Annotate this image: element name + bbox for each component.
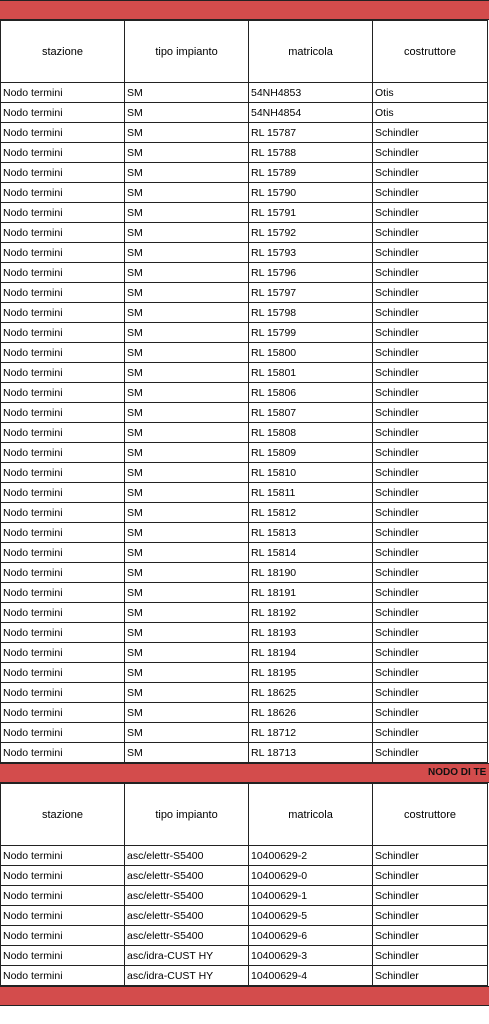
matricola-cell: RL 15814	[249, 543, 373, 563]
costruttore-cell: Schindler	[373, 906, 488, 926]
stazione-cell: Nodo termini	[1, 926, 125, 946]
stazione-cell: Nodo termini	[1, 423, 125, 443]
costruttore-cell: Schindler	[373, 846, 488, 866]
header-matricola: matricola	[249, 21, 373, 83]
tipo-impianto-cell: SM	[125, 463, 249, 483]
matricola-cell: RL 15808	[249, 423, 373, 443]
costruttore-cell: Otis	[373, 103, 488, 123]
matricola-cell: 10400629-3	[249, 946, 373, 966]
stazione-cell: Nodo termini	[1, 203, 125, 223]
stazione-cell: Nodo termini	[1, 143, 125, 163]
stazione-cell: Nodo termini	[1, 163, 125, 183]
tipo-impianto-cell: SM	[125, 563, 249, 583]
matricola-cell: RL 18626	[249, 703, 373, 723]
costruttore-cell: Schindler	[373, 323, 488, 343]
matricola-cell: RL 18192	[249, 603, 373, 623]
header-tipo-impianto: tipo impianto	[125, 784, 249, 846]
matricola-cell: 10400629-6	[249, 926, 373, 946]
costruttore-cell: Schindler	[373, 263, 488, 283]
costruttore-cell: Schindler	[373, 703, 488, 723]
tipo-impianto-cell: SM	[125, 723, 249, 743]
matricola-cell: RL 18625	[249, 683, 373, 703]
table-row	[1, 743, 488, 763]
matricola-cell: RL 15798	[249, 303, 373, 323]
matricola-cell: RL 18190	[249, 563, 373, 583]
tipo-impianto-cell: SM	[125, 243, 249, 263]
costruttore-cell: Schindler	[373, 866, 488, 886]
costruttore-cell: Schindler	[373, 443, 488, 463]
tipo-impianto-cell: SM	[125, 283, 249, 303]
matricola-cell: RL 15801	[249, 363, 373, 383]
matricola-cell: RL 15810	[249, 463, 373, 483]
matricola-cell: 10400629-0	[249, 866, 373, 886]
table-row	[1, 926, 488, 946]
table-row	[1, 966, 488, 986]
costruttore-cell: Schindler	[373, 203, 488, 223]
tipo-impianto-cell: SM	[125, 623, 249, 643]
table-row	[1, 523, 488, 543]
costruttore-cell: Schindler	[373, 343, 488, 363]
costruttore-cell: Schindler	[373, 283, 488, 303]
tipo-impianto-cell: asc/idra-CUST HY	[125, 946, 249, 966]
costruttore-cell: Schindler	[373, 163, 488, 183]
stazione-cell: Nodo termini	[1, 866, 125, 886]
matricola-cell: RL 15799	[249, 323, 373, 343]
matricola-cell: RL 18713	[249, 743, 373, 763]
tipo-impianto-cell: SM	[125, 323, 249, 343]
stazione-cell: Nodo termini	[1, 946, 125, 966]
stazione-cell: Nodo termini	[1, 563, 125, 583]
stazione-cell: Nodo termini	[1, 403, 125, 423]
matricola-cell: RL 15796	[249, 263, 373, 283]
table-row	[1, 203, 488, 223]
table-row	[1, 303, 488, 323]
matricola-cell: RL 18712	[249, 723, 373, 743]
matricola-cell: RL 15791	[249, 203, 373, 223]
table-row	[1, 363, 488, 383]
stazione-cell: Nodo termini	[1, 846, 125, 866]
stazione-cell: Nodo termini	[1, 323, 125, 343]
costruttore-cell: Schindler	[373, 926, 488, 946]
stazione-cell: Nodo termini	[1, 683, 125, 703]
costruttore-cell: Schindler	[373, 523, 488, 543]
section-header-band	[0, 986, 489, 1006]
stazione-cell: Nodo termini	[1, 723, 125, 743]
matricola-cell: 10400629-4	[249, 966, 373, 986]
costruttore-cell: Schindler	[373, 503, 488, 523]
table-row	[1, 223, 488, 243]
matricola-cell: RL 15806	[249, 383, 373, 403]
table-row	[1, 906, 488, 926]
tipo-impianto-cell: asc/idra-CUST HY	[125, 966, 249, 986]
table-row	[1, 143, 488, 163]
matricola-cell: 54NH4853	[249, 83, 373, 103]
matricola-cell: RL 15800	[249, 343, 373, 363]
tipo-impianto-cell: SM	[125, 543, 249, 563]
stazione-cell: Nodo termini	[1, 583, 125, 603]
table-row	[1, 323, 488, 343]
stazione-cell: Nodo termini	[1, 643, 125, 663]
costruttore-cell: Schindler	[373, 123, 488, 143]
tipo-impianto-cell: SM	[125, 483, 249, 503]
tipo-impianto-cell: SM	[125, 183, 249, 203]
table-row	[1, 443, 488, 463]
elevator-table-2	[0, 783, 488, 986]
table-row	[1, 123, 488, 143]
table-row	[1, 163, 488, 183]
table-row	[1, 283, 488, 303]
header-row	[1, 21, 488, 83]
matricola-cell: RL 15812	[249, 503, 373, 523]
stazione-cell: Nodo termini	[1, 703, 125, 723]
stazione-cell: Nodo termini	[1, 243, 125, 263]
matricola-cell: RL 15787	[249, 123, 373, 143]
elevator-table-1	[0, 20, 488, 763]
tipo-impianto-cell: SM	[125, 423, 249, 443]
table-row	[1, 503, 488, 523]
matricola-cell: 10400629-5	[249, 906, 373, 926]
costruttore-cell: Schindler	[373, 543, 488, 563]
matricola-cell: 10400629-2	[249, 846, 373, 866]
costruttore-cell: Schindler	[373, 946, 488, 966]
table-row	[1, 886, 488, 906]
stazione-cell: Nodo termini	[1, 103, 125, 123]
section-header-band	[0, 763, 489, 783]
costruttore-cell: Schindler	[373, 723, 488, 743]
stazione-cell: Nodo termini	[1, 383, 125, 403]
costruttore-cell: Schindler	[373, 463, 488, 483]
tipo-impianto-cell: SM	[125, 663, 249, 683]
table-row	[1, 263, 488, 283]
table-row	[1, 583, 488, 603]
matricola-cell: RL 15793	[249, 243, 373, 263]
costruttore-cell: Schindler	[373, 483, 488, 503]
costruttore-cell: Schindler	[373, 303, 488, 323]
matricola-cell: RL 15788	[249, 143, 373, 163]
costruttore-cell: Schindler	[373, 623, 488, 643]
tipo-impianto-cell: SM	[125, 263, 249, 283]
tipo-impianto-cell: asc/elettr-S5400	[125, 866, 249, 886]
tipo-impianto-cell: SM	[125, 443, 249, 463]
costruttore-cell: Otis	[373, 83, 488, 103]
stazione-cell: Nodo termini	[1, 483, 125, 503]
tipo-impianto-cell: asc/elettr-S5400	[125, 906, 249, 926]
tipo-impianto-cell: SM	[125, 303, 249, 323]
costruttore-cell: Schindler	[373, 683, 488, 703]
matricola-cell: RL 18194	[249, 643, 373, 663]
table-row	[1, 103, 488, 123]
table-row	[1, 183, 488, 203]
table-row	[1, 683, 488, 703]
stazione-cell: Nodo termini	[1, 83, 125, 103]
table-row	[1, 543, 488, 563]
tipo-impianto-cell: SM	[125, 343, 249, 363]
matricola-cell: RL 15809	[249, 443, 373, 463]
tipo-impianto-cell: SM	[125, 363, 249, 383]
tipo-impianto-cell: SM	[125, 383, 249, 403]
costruttore-cell: Schindler	[373, 383, 488, 403]
matricola-cell: RL 18195	[249, 663, 373, 683]
header-tipo-impianto: tipo impianto	[125, 21, 249, 83]
matricola-cell: RL 15792	[249, 223, 373, 243]
matricola-cell: RL 15789	[249, 163, 373, 183]
matricola-cell: 10400629-1	[249, 886, 373, 906]
costruttore-cell: Schindler	[373, 583, 488, 603]
matricola-cell: RL 18193	[249, 623, 373, 643]
costruttore-cell: Schindler	[373, 243, 488, 263]
tipo-impianto-cell: SM	[125, 223, 249, 243]
table-row	[1, 703, 488, 723]
stazione-cell: Nodo termini	[1, 443, 125, 463]
stazione-cell: Nodo termini	[1, 603, 125, 623]
table-row	[1, 83, 488, 103]
tipo-impianto-cell: asc/elettr-S5400	[125, 926, 249, 946]
stazione-cell: Nodo termini	[1, 743, 125, 763]
header-costruttore: costruttore	[373, 21, 488, 83]
costruttore-cell: Schindler	[373, 423, 488, 443]
costruttore-cell: Schindler	[373, 403, 488, 423]
costruttore-cell: Schindler	[373, 603, 488, 623]
matricola-cell: 54NH4854	[249, 103, 373, 123]
header-costruttore: costruttore	[373, 784, 488, 846]
header-row	[1, 784, 488, 846]
table-row	[1, 623, 488, 643]
stazione-cell: Nodo termini	[1, 623, 125, 643]
matricola-cell: RL 15807	[249, 403, 373, 423]
tipo-impianto-cell: SM	[125, 703, 249, 723]
tipo-impianto-cell: SM	[125, 683, 249, 703]
table-row	[1, 383, 488, 403]
matricola-cell: RL 18191	[249, 583, 373, 603]
header-matricola: matricola	[249, 784, 373, 846]
tipo-impianto-cell: SM	[125, 123, 249, 143]
costruttore-cell: Schindler	[373, 643, 488, 663]
stazione-cell: Nodo termini	[1, 363, 125, 383]
tipo-impianto-cell: SM	[125, 583, 249, 603]
table-row	[1, 946, 488, 966]
table-row	[1, 563, 488, 583]
costruttore-cell: Schindler	[373, 886, 488, 906]
header-stazione: stazione	[1, 784, 125, 846]
stazione-cell: Nodo termini	[1, 263, 125, 283]
tipo-impianto-cell: asc/elettr-S5400	[125, 886, 249, 906]
table-row	[1, 423, 488, 443]
tipo-impianto-cell: SM	[125, 83, 249, 103]
stazione-cell: Nodo termini	[1, 183, 125, 203]
stazione-cell: Nodo termini	[1, 543, 125, 563]
costruttore-cell: Schindler	[373, 966, 488, 986]
stazione-cell: Nodo termini	[1, 886, 125, 906]
section-title: NODO DI TE	[428, 767, 487, 778]
matricola-cell: RL 15813	[249, 523, 373, 543]
tipo-impianto-cell: SM	[125, 503, 249, 523]
stazione-cell: Nodo termini	[1, 966, 125, 986]
matricola-cell: RL 15797	[249, 283, 373, 303]
table-row	[1, 483, 488, 503]
stazione-cell: Nodo termini	[1, 283, 125, 303]
costruttore-cell: Schindler	[373, 143, 488, 163]
table-row	[1, 866, 488, 886]
section-header-band	[0, 0, 489, 20]
tipo-impianto-cell: SM	[125, 403, 249, 423]
table-row	[1, 243, 488, 263]
stazione-cell: Nodo termini	[1, 663, 125, 683]
costruttore-cell: Schindler	[373, 563, 488, 583]
stazione-cell: Nodo termini	[1, 523, 125, 543]
matricola-cell: RL 15811	[249, 483, 373, 503]
costruttore-cell: Schindler	[373, 183, 488, 203]
tipo-impianto-cell: SM	[125, 163, 249, 183]
table-row	[1, 343, 488, 363]
tipo-impianto-cell: SM	[125, 743, 249, 763]
table-row	[1, 663, 488, 683]
costruttore-cell: Schindler	[373, 363, 488, 383]
tipo-impianto-cell: SM	[125, 143, 249, 163]
tipo-impianto-cell: SM	[125, 603, 249, 623]
costruttore-cell: Schindler	[373, 743, 488, 763]
tipo-impianto-cell: SM	[125, 643, 249, 663]
tipo-impianto-cell: SM	[125, 103, 249, 123]
stazione-cell: Nodo termini	[1, 223, 125, 243]
matricola-cell: RL 15790	[249, 183, 373, 203]
table-row	[1, 463, 488, 483]
tipo-impianto-cell: asc/elettr-S5400	[125, 846, 249, 866]
tipo-impianto-cell: SM	[125, 523, 249, 543]
stazione-cell: Nodo termini	[1, 343, 125, 363]
table-row	[1, 603, 488, 623]
stazione-cell: Nodo termini	[1, 503, 125, 523]
costruttore-cell: Schindler	[373, 663, 488, 683]
table-row	[1, 846, 488, 866]
table-row	[1, 403, 488, 423]
tipo-impianto-cell: SM	[125, 203, 249, 223]
stazione-cell: Nodo termini	[1, 906, 125, 926]
stazione-cell: Nodo termini	[1, 303, 125, 323]
table-row	[1, 723, 488, 743]
costruttore-cell: Schindler	[373, 223, 488, 243]
header-stazione: stazione	[1, 21, 125, 83]
stazione-cell: Nodo termini	[1, 123, 125, 143]
stazione-cell: Nodo termini	[1, 463, 125, 483]
table-row	[1, 643, 488, 663]
